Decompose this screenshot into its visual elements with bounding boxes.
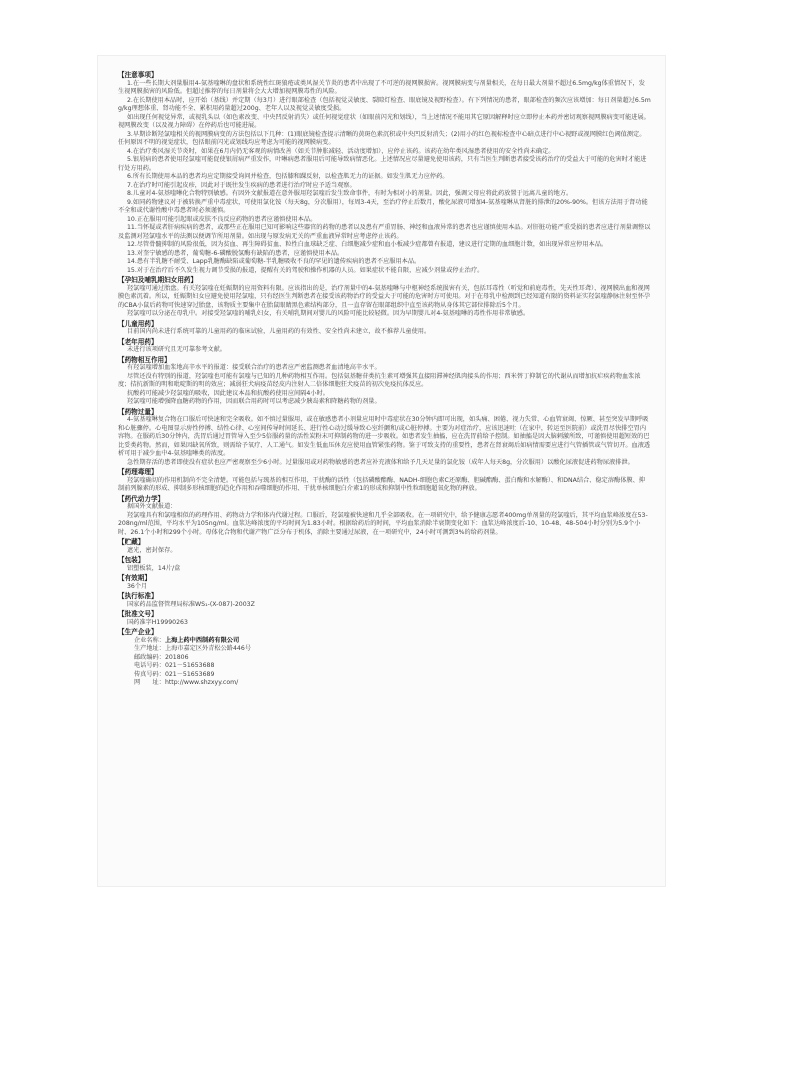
section-paragraph: 遮光，密封保存。 bbox=[127, 546, 177, 554]
document-section bbox=[118, 71, 651, 275]
manufacturer-fax-row bbox=[118, 671, 651, 680]
section-paragraph: 12.尽管骨髓抑制的风险很低，因为贫血、再生障碍贫血、粒性白血球缺乏症、白细胞减少症和血小板减少症都曾有报道，建议进行定期的血细胞计数，如出现异常应停用本品。 bbox=[127, 241, 608, 248]
section-paragraph: 羟氯喹可能增强降血糖药物的作用，因而联合用药时可以考虑减少胰岛素和降糖药物的剂量。 bbox=[127, 398, 381, 405]
document-section bbox=[118, 592, 651, 609]
section-heading: 【老年用药】 bbox=[118, 337, 158, 346]
section-heading: 【药代动力学】 bbox=[118, 494, 165, 503]
section-paragraph: 羟氯喹可以分泌在母乳中。对接受羟氯喹的哺乳妇女，有关哺乳期间对婴儿的风险可能比较轻微。因为早期婴儿对4-氨基喹啉的毒性作用非常敏感。 bbox=[127, 310, 530, 317]
manufacturer-name-row bbox=[118, 637, 651, 646]
section-paragraph: 11.当怀疑或者肝病疾病的患者，或那些正在服用已知可影响这些器官的药物的患者以及患有严重胃肠、神经和血液异常的患者也应谨慎使用本品。对肝脏功能严重受损的患者应进行剂量调整以及监测对羟氯喹水平的法测以便调节所用剂量。如出现与原发病无关的严重血液异常时应考虑停止该药。 bbox=[118, 224, 651, 240]
section-paragraph: 有羟氯喹增加血浆地高辛水平的报道：接受联合治疗的患者应严密监测患者血清地高辛水平。 bbox=[127, 364, 381, 371]
section-paragraph: 4-氨基喹啉复合物在口服后可快速和完全吸收。如不慎过量服用，或在敏感患者小剂量应用时中毒症状在30分钟内即可出现，如头痛、困倦、视力失常、心血管衰竭、惊厥、甚至突发早期呼吸和心脏骤停。心电图显示房性停搏、结性心律、心室间传导时间延长、进行性心动过缓导致心室纤颤和/或心脏停搏。主要为对症治疗，应该迅速吐（在家中，转运至医院前）或洗胃尽快排空胃内容物。在服药后30分钟内，洗胃后通过胃管导入至少5倍服药量的活性炭粉末可抑制药物的进一步吸收。如患者发生抽搐，应在洗胃前给予控制。如抽搐是因大脑刺激所致，可谨慎使用超短效的巴比妥类药物。然而，如果因缺氧所致，则需给予氧疗、人工通气。如发生低血压休克应使用血管紧张药物。鉴于可致支持的重要性，患者在肾衰竭后如病情需要应进行气管插管或气管切开。血液透析可用于减少血中4-氨基喹啉类的浓度。 bbox=[118, 416, 651, 457]
section-heading: 【儿童用药】 bbox=[118, 319, 158, 328]
section-heading: 【药物过量】 bbox=[118, 407, 158, 416]
document-section bbox=[118, 538, 651, 555]
document-section bbox=[118, 610, 651, 627]
leaflet-content bbox=[118, 70, 651, 876]
section-paragraph: 国药准字H19990263 bbox=[127, 618, 188, 626]
row-value: 021－51653688 bbox=[164, 662, 215, 669]
section-heading: 【药理毒理】 bbox=[118, 468, 158, 476]
section-paragraph: 急性期存活的患者即使没有症状也应严密观察至少6小时。过量服用或对药物敏感的患者应补充液体和给予几天足量的氯化铵（成年人每天8g，分次服用）以酸化尿液促进药物尿液排泄。 bbox=[127, 458, 634, 466]
section-paragraph: 据国外文献报道： bbox=[127, 503, 177, 510]
section-paragraph: 9.如同药物建议对于被转换严重中毒症状，可使用氯化铵（每天8g，分次服用），每周3-4天，至治疗停止后数月，酸化尿液可增加4-氨基喹啉从肾脏的排泄的20%-90%。但该方法用于肾功能不全和或代谢性酸中毒患者时必须谨慎。 bbox=[118, 198, 648, 214]
leaflet-sheet bbox=[98, 56, 665, 886]
document-section bbox=[118, 574, 651, 591]
section-paragraph: 尽管还没有特别的报道，羟氯喹也可能有氯喹与已知的几种药物相互作用。包括氨基糖苷类抗生素可增强其直接阻滞神经肌肉接头的作用；西米替丁抑制它的代谢从而增加抗疟疾药物血浆浓度；拮抗新斯的明和吡啶斯的明的效应；减弱狂犬病疫苗经皮内注射人二倍体细胞狂犬疫苗的初次免疫抗体反应。 bbox=[118, 372, 641, 388]
section-paragraph: 36个月 bbox=[127, 582, 148, 590]
section-heading: 【药物相互作用】 bbox=[118, 355, 171, 364]
manufacturer-website-row bbox=[118, 679, 651, 688]
section-paragraph: 羟氯喹可通过胎盘。有关羟氯喹在妊娠期的应用资料有限。应该指出的是，治疗剂量中的4-氨基喹啉与中枢神经系统损害有关，包括耳毒性（听觉和前庭毒性，先天性耳聋）、视网膜出血和视网膜色素沉着。所以，妊娠期妇女应避免使用羟氯喹，只有经医生判断患者在接受该药物治疗的受益大于可能的危害时方可使用。对于在母乳中检测到已经知道有限的资料证实羟氯喹静脉注射至怀孕的CBA小鼠后药物可快速穿过胎盘，该物质主要集中在胎鼠眼睛黑色素结构部分，且一直存留在眼部组织中直至该药物从身体其它部位排除后5个月。 bbox=[118, 284, 651, 309]
section-heading: 【贮藏】 bbox=[118, 538, 145, 546]
document-section bbox=[118, 338, 651, 355]
section-paragraph: 国家药品监督管理局标准WS₁-(X-087)-2003Z bbox=[127, 600, 255, 608]
row-label: 生产地址： bbox=[134, 645, 165, 652]
section-paragraph: 15.对于在治疗后不久发生视力调节受损的报道，提醒有关的驾驶和操作机器的人员。如果症状不能自限，应减少剂量或停止治疗。 bbox=[127, 266, 484, 274]
section-paragraph: 7.在治疗时可能引起皮疹，因此对于既往发生疾病的患者进行治疗时应予适当观察。 bbox=[127, 181, 356, 189]
section-paragraph: 2.在长期使用本品时，应开始（基线）并定期（每3月）进行眼部检查（包括视觉灵敏度、裂隙灯检查、眼底镜及视野检查）。有下列情况的患者，眼部检查的频次应该增加：每日剂量超过6.5mg/kg理想体重、肾功能不全、累积用药量超过200g、老年人以及视觉灵敏度受损。 bbox=[118, 96, 651, 112]
document-section bbox=[118, 320, 651, 337]
document-section bbox=[118, 276, 651, 319]
manufacturer-postcode-row bbox=[118, 654, 651, 663]
row-label: 网 址： bbox=[134, 679, 165, 686]
manufacturer-phone-row bbox=[118, 662, 651, 671]
manufacturer-section bbox=[118, 628, 651, 688]
section-heading: 【孕妇及哺乳期妇女用药】 bbox=[118, 276, 198, 284]
document-section bbox=[118, 468, 651, 494]
section-paragraph: 4.在治疗类风湿关节炎时，如果在6月内仍无客观的病情改善（如关节肿胀减轻、活动度增加），应停止该药。该药在幼年类风湿患者使用的安全性尚未确定。 bbox=[127, 147, 555, 155]
section-paragraph: 未进行该项研究且无可靠参考文献。 bbox=[127, 346, 226, 353]
section-heading: 【执行标准】 bbox=[118, 592, 158, 600]
section-paragraph: 10.正在服用可能引起眼或皮肤不良反应药物的患者应谨慎使用本品。 bbox=[127, 215, 317, 223]
section-heading: 【包装】 bbox=[118, 556, 145, 564]
section-heading: 【有效期】 bbox=[118, 574, 151, 582]
section-paragraph: 1.在一些长期大剂量服用4-氨基喹啉的盘状和系统性红斑狼疮或类风湿关节炎的患者中出现了不可逆的视网膜损害。视网膜病变与剂量相关，在每日最大剂量不超过6.5mg/kg体重情况下，发生视网膜损害的风险低。但超过推荐的每日剂量将会大大增加视网膜毒性的风险。 bbox=[118, 79, 645, 95]
section-paragraph: 5.银屑病的患者使用羟氯喹可能促使银屑病严重发作，叶啉病患者服用后可能导致病情恶化。上述情况应尽量避免使用该药，只有当医生判断患者接受该药治疗的受益大于可能的危害时才能进行处方用药。 bbox=[118, 156, 647, 172]
section-heading: 【注意事项】 bbox=[118, 71, 158, 79]
section-paragraph: 目前国内尚未进行系统可靠的儿童用药的临床试验，儿童用药的有效性、安全性尚未建立，故不推荐儿童使用。 bbox=[127, 328, 431, 335]
section-paragraph: 13.对奎宁敏感的患者，葡萄糖-6-磷酸脱氢酶有缺陷的患者，应谨慎使用本品。 bbox=[127, 249, 344, 257]
section-heading: 【生产企业】 bbox=[118, 628, 158, 636]
section-paragraph: 8.儿童对4-氨基喹啉化合物特别敏感。有因外文献报道在意外服用羟氯喹后发生致命事件，有时为相对小的剂量。因此，强调父母应将此药放置于远离儿童的地方。 bbox=[127, 190, 573, 197]
row-label: 电话号码： bbox=[134, 662, 165, 669]
row-value: 021－51653689 bbox=[164, 670, 215, 678]
row-value: 上海市嘉定区外青松公路446号 bbox=[164, 645, 251, 652]
row-label: 传真号码： bbox=[134, 670, 165, 678]
section-paragraph: 铝塑板装，14片/盒 bbox=[127, 564, 181, 572]
section-paragraph: 如出现任何视觉异常，或视乳头以（如色素改变、中央凹反射消失）或任何视觉症状（如眼前闪光和划线），当上述情况不能用其它原因解释时应立即停止本药并密切观察视网膜病变可能进展。视网膜改变（以及视力障碍）在停药后也可能进展。 bbox=[118, 113, 650, 129]
row-label: 邮政编码： bbox=[134, 653, 165, 661]
row-value: 上海上药中西制药有限公司 bbox=[164, 636, 240, 644]
section-paragraph: 羟氯喹具有和氯喹相似的药理作用、药物动力学和体内代谢过程。口服后，羟氯喹被快速和几乎全部吸收。在一项研究中，给予健康志愿者400mg单剂量的羟氯喹后，其平均血浆峰浓度在53-208ng/ml范围，平均水平为105ng/ml。血浆达峰浓度的平均时间为1.83小时。根据给药后的时间，平均血浆消除半衰期变化如下：血浆达峰浓度后-10、10-48、48-504小时分别为5.9个小时、26.1个小时和299个小时。母体化合物和代谢产物广泛分布于机体，消除主要通过尿液，在一项研究中，24小时可测到3%的给药剂量。 bbox=[118, 511, 648, 536]
manufacturer-address-row bbox=[118, 645, 651, 654]
row-value: 201806 bbox=[164, 653, 189, 661]
document-section bbox=[118, 356, 651, 407]
section-paragraph: 14.患有半乳糖不耐受、Lapp乳糖酶缺陷或葡萄糖-半乳糖吸收不良的罕见的遗传疾病的患者不应服用本品。 bbox=[127, 258, 421, 265]
section-paragraph: 3.早期诊断羟氯喹相关的视网膜病变的方法包括以下几种：(1)眼底镜检查提示清晰的黄斑色素沉积或中央凹反射消失；(2)用小的红色视标检查中心暗点进行中心视野或视网膜红色阈值测定。任何原因不明的视觉症状，包括眼前闪光或划线均应考虑为可能的视网膜病变。 bbox=[118, 130, 646, 146]
section-heading: 【批准文号】 bbox=[118, 610, 158, 618]
section-paragraph: 羟氯喹确切的作用机制尚不完全清楚。可能包括与巯基的相互作用、干扰酶的活性（包括磷酸酯酶、NADH-细胞色素C还原酶、胆碱酯酶、蛋白酶和水解酶）、和DNA结合、稳定溶酶体膜、抑制前列腺素的形成、抑制多形核细胞的趋化作用和吞噬细胞的作用、干扰单核细胞白介素1的形成和抑制中性粒细胞超氧化物的释放。 bbox=[118, 476, 645, 492]
section-paragraph: 6.所有长期使用本品的患者均应定期接受询问并检查，包括膝和踝反射，以检查肌无力的证据。如发生肌无力应停药。 bbox=[127, 173, 449, 180]
document-section bbox=[118, 495, 651, 538]
section-paragraph: 抗酸药可能减少羟氯喹的吸收，因此建议本品和抗酸药使用应间隔4小时。 bbox=[127, 389, 329, 397]
row-label: 企业名称： bbox=[134, 636, 165, 644]
document-section bbox=[118, 408, 651, 468]
row-value: http://www.shzxyy.com/ bbox=[164, 679, 239, 686]
document-section bbox=[118, 556, 651, 573]
